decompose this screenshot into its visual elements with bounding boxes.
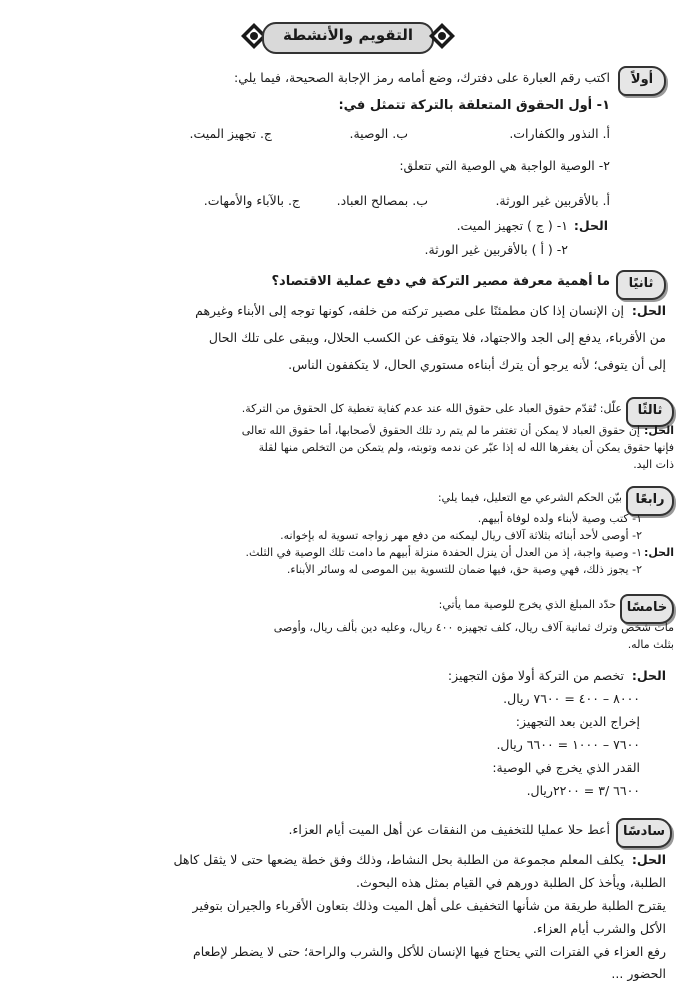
right-ornament-icon: [428, 20, 458, 52]
section5-problem-line-2: بثلث ماله.: [627, 638, 674, 651]
section6-answer-line-1: يكلف المعلم مجموعة من الطلبة بحل النشاط، وذلك وفق خطة يضعها حتى لا يثقل كاهل: [173, 852, 624, 867]
section1-solution-line-2: ٢- ( أ ) بالأقربين غير الورثة.: [424, 242, 568, 257]
section5-calc-line-4: القدر الذي يخرج في الوصية:: [492, 760, 640, 775]
section2-answer-line-2: من الأقرباء، يدفع إلى الجد والاجتهاد، فلا يتوقف عن الكسب الحلال، ويبقى على تلك الحال: [208, 330, 666, 345]
section5-solution-head: تخصم من التركة أولا مؤن التجهيز:: [447, 668, 624, 683]
page-title: التقويم والأنشطة: [283, 26, 413, 44]
section4-solution-line-2: ٢- يجوز ذلك، فهي وصية حق، فيها ضمان للتسوية بين الموصى له وسائر الأبناء.: [286, 563, 642, 576]
section2-solution-label: الحل:: [631, 303, 666, 318]
section5-badge: خامسًا: [620, 594, 674, 624]
q1-option-a: أ. النذور والكفارات.: [509, 126, 610, 141]
section6-answer-line-6: الحضور ...: [611, 966, 666, 981]
section4-badge: رابعًا: [626, 486, 674, 516]
section6-answer-line-3: يقترح الطلبة طريقة من شأنها التخفيف على أهل الميت وذلك بتعاون الأقرباء والجيران بتوفير: [192, 898, 666, 913]
section2-question: ما أهمية معرفة مصير التركة في دفع عملية الاقتصاد؟: [271, 274, 610, 289]
section6-solution-label: الحل:: [631, 852, 666, 867]
section3-answer-line-2: فإنها حقوق يمكن أن يغفرها الله له إذا عبّر عن ندمه وتوبته، ولم يتمكن من التخلص منها لقلة: [258, 441, 674, 454]
section5-calc-line-3: ٧٦٠٠ – ١٠٠٠ = ٦٦٠٠ ريال.: [496, 737, 640, 752]
section2-badge: ثانيًا: [616, 270, 666, 300]
section3-answer-line-3: ذات اليد.: [633, 458, 674, 471]
section6-answer-line-5: رفع العزاء في الفترات التي يحتاج فيها الإنسان للأكل والشرب والراحة؛ حتى لا يضطر لإطعام: [192, 944, 666, 959]
section5-problem-line-1: مات شخص وترك ثمانية آلاف ريال، كلف تجهيزه ٤٠٠ ريال، وعليه دين بألف ريال، وأوصى: [273, 621, 674, 634]
section4-solution-line-1: ١- وصية واجبة، إذ من العدل أن ينزل الحفدة منزلة أبيهم ما دامت تلك الوصية في الثلث.: [245, 546, 642, 559]
section6-question: أعط حلا عمليا للتخفيف من النفقات عن أهل الميت أيام العزاء.: [288, 822, 610, 837]
section3-solution-label: الحل:: [643, 424, 674, 437]
section3-question: علّل: تُقدّم حقوق العباد على حقوق الله عند عدم كفاية تغطية كل الحقوق من التركة.: [241, 402, 622, 415]
section2-answer-line-1: إن الإنسان إذا كان مطمئنًا على مصير تركته من خلفه، كونها توجه إلى الأبناء وغيرهم: [195, 303, 624, 318]
section3-answer-line-1: إن حقوق العباد لا يمكن أن تغتفر ما لم يتم رد تلك الحقوق لأصحابها، أما حقوق الله تعالى: [241, 424, 640, 437]
section4-item-2: ٢- أوصى لأحد أبنائه بثلاثة آلاف ريال ليمكنه من دفع مهر زواجه تسوية له بإخوانه.: [280, 529, 642, 542]
q2-option-b: ب. بمصالح العباد.: [336, 193, 428, 208]
q1-option-b: ب. الوصية.: [349, 126, 408, 141]
q2-option-c: ج. بالآباء والأمهات.: [203, 193, 300, 208]
section6-answer-line-2: الطلبة، ويأخذ كل الطلبة دورهم في القيام بمثل هذه البحوث.: [356, 875, 666, 890]
q2-option-a: أ. بالأقربين غير الورثة.: [495, 193, 610, 208]
section6-badge: سادسًا: [616, 818, 672, 848]
section5-calc-line-5: ٦٦٠٠ /٣ = ٢٢٠٠ريال.: [526, 783, 640, 798]
section4-item-1: ١- كتب وصية لأبناء ولده لوفاة أبيهم.: [477, 512, 642, 525]
section5-question: حدّد المبلغ الذي يخرج للوصية مما يأتي:: [438, 598, 616, 611]
section1-q1: ١- أول الحقوق المتعلقة بالتركة تتمثل في:: [338, 98, 610, 113]
section1-badge: أولاً: [618, 66, 666, 96]
q1-option-c: ج. تجهيز الميت.: [189, 126, 272, 141]
title-banner: [238, 16, 458, 56]
section1-solution-label: الحل:: [573, 218, 608, 233]
section1-instruction: اكتب رقم العبارة على دفترك، وضع أمامه رمز الإجابة الصحيحة، فيما يلي:: [234, 70, 610, 85]
section4-solution-label: الحل:: [643, 546, 674, 559]
section2-answer-line-3: إلى أن يتوفى؛ لأنه يرجو أن يترك أبناءه مستوري الحال، لا يتكففون الناس.: [288, 357, 666, 372]
section1-solution-line-1: ١- ( ج ) تجهيز الميت.: [456, 218, 568, 233]
section5-calc-line-1: ٨٠٠٠ – ٤٠٠ = ٧٦٠٠ ريال.: [503, 691, 640, 706]
section6-answer-line-4: الأكل والشرب أيام العزاء.: [532, 921, 666, 936]
section3-badge: ثالثًا: [626, 397, 674, 427]
section5-calc-line-2: إخراج الدين بعد التجهيز:: [515, 714, 640, 729]
section4-question: بيّن الحكم الشرعي مع التعليل، فيما يلي:: [437, 491, 622, 504]
section1-q2: ٢- الوصية الواجبة هي الوصية التي تتعلق:: [399, 158, 610, 173]
section5-solution-label: الحل:: [631, 668, 666, 683]
